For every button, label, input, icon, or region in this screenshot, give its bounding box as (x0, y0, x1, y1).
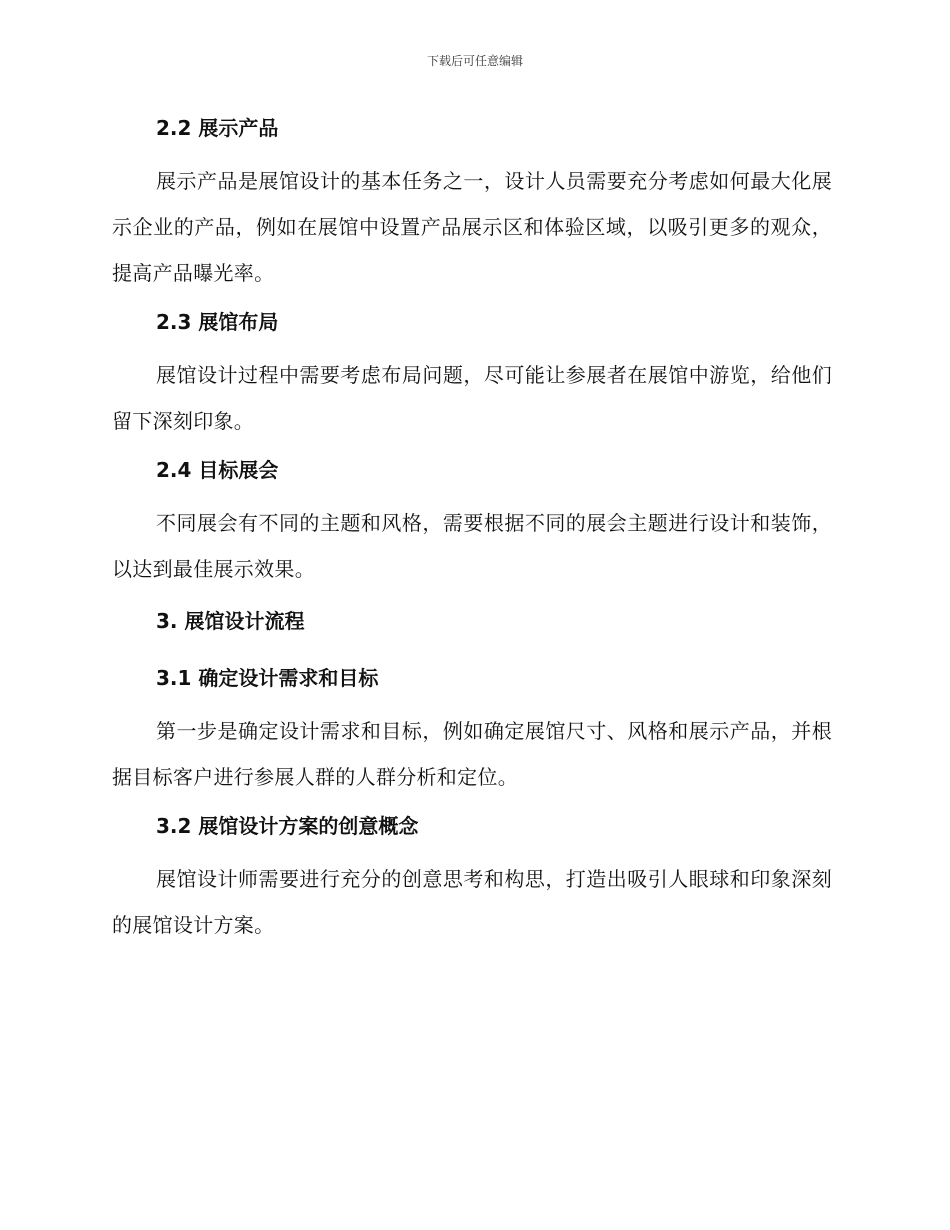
section-paragraph-2-4: 不同展会有不同的主题和风格，需要根据不同的展会主题进行设计和装饰，以达到最佳展示效果。 (112, 511, 832, 581)
section-paragraph-3-1: 第一步是确定设计需求和目标，例如确定展馆尺寸、风格和展示产品，并根据目标客户进行参展人群的人群分析和定位。 (112, 719, 832, 789)
section-paragraph-2-3: 展馆设计过程中需要考虑布局问题，尽可能让参展者在展馆中游览，给他们留下深刻印象。 (112, 363, 832, 433)
document-body (112, 110, 832, 948)
section-heading-2-3: 2.3 展馆布局 (156, 310, 279, 334)
section-heading-3-2: 3.2 展馆设计方案的创意概念 (156, 814, 419, 838)
page-header: 下载后可任意编辑 (426, 54, 523, 68)
section-heading-2-2: 2.2 展示产品 (156, 116, 279, 140)
section-paragraph-3-2: 展馆设计师需要进行充分的创意思考和构思，打造出吸引人眼球和印象深刻的展馆设计方案。 (112, 867, 832, 937)
section-heading-3-1: 3.1 确定设计需求和目标 (156, 666, 379, 690)
section-heading-3: 3. 展馆设计流程 (156, 609, 305, 633)
section-paragraph-2-2: 展示产品是展馆设计的基本任务之一，设计人员需要充分考虑如何最大化展示企业的产品，例如在展馆中设置产品展示区和体验区域，以吸引更多的观众，提高产品曝光率。 (112, 169, 832, 285)
section-heading-2-4: 2.4 目标展会 (156, 458, 279, 482)
